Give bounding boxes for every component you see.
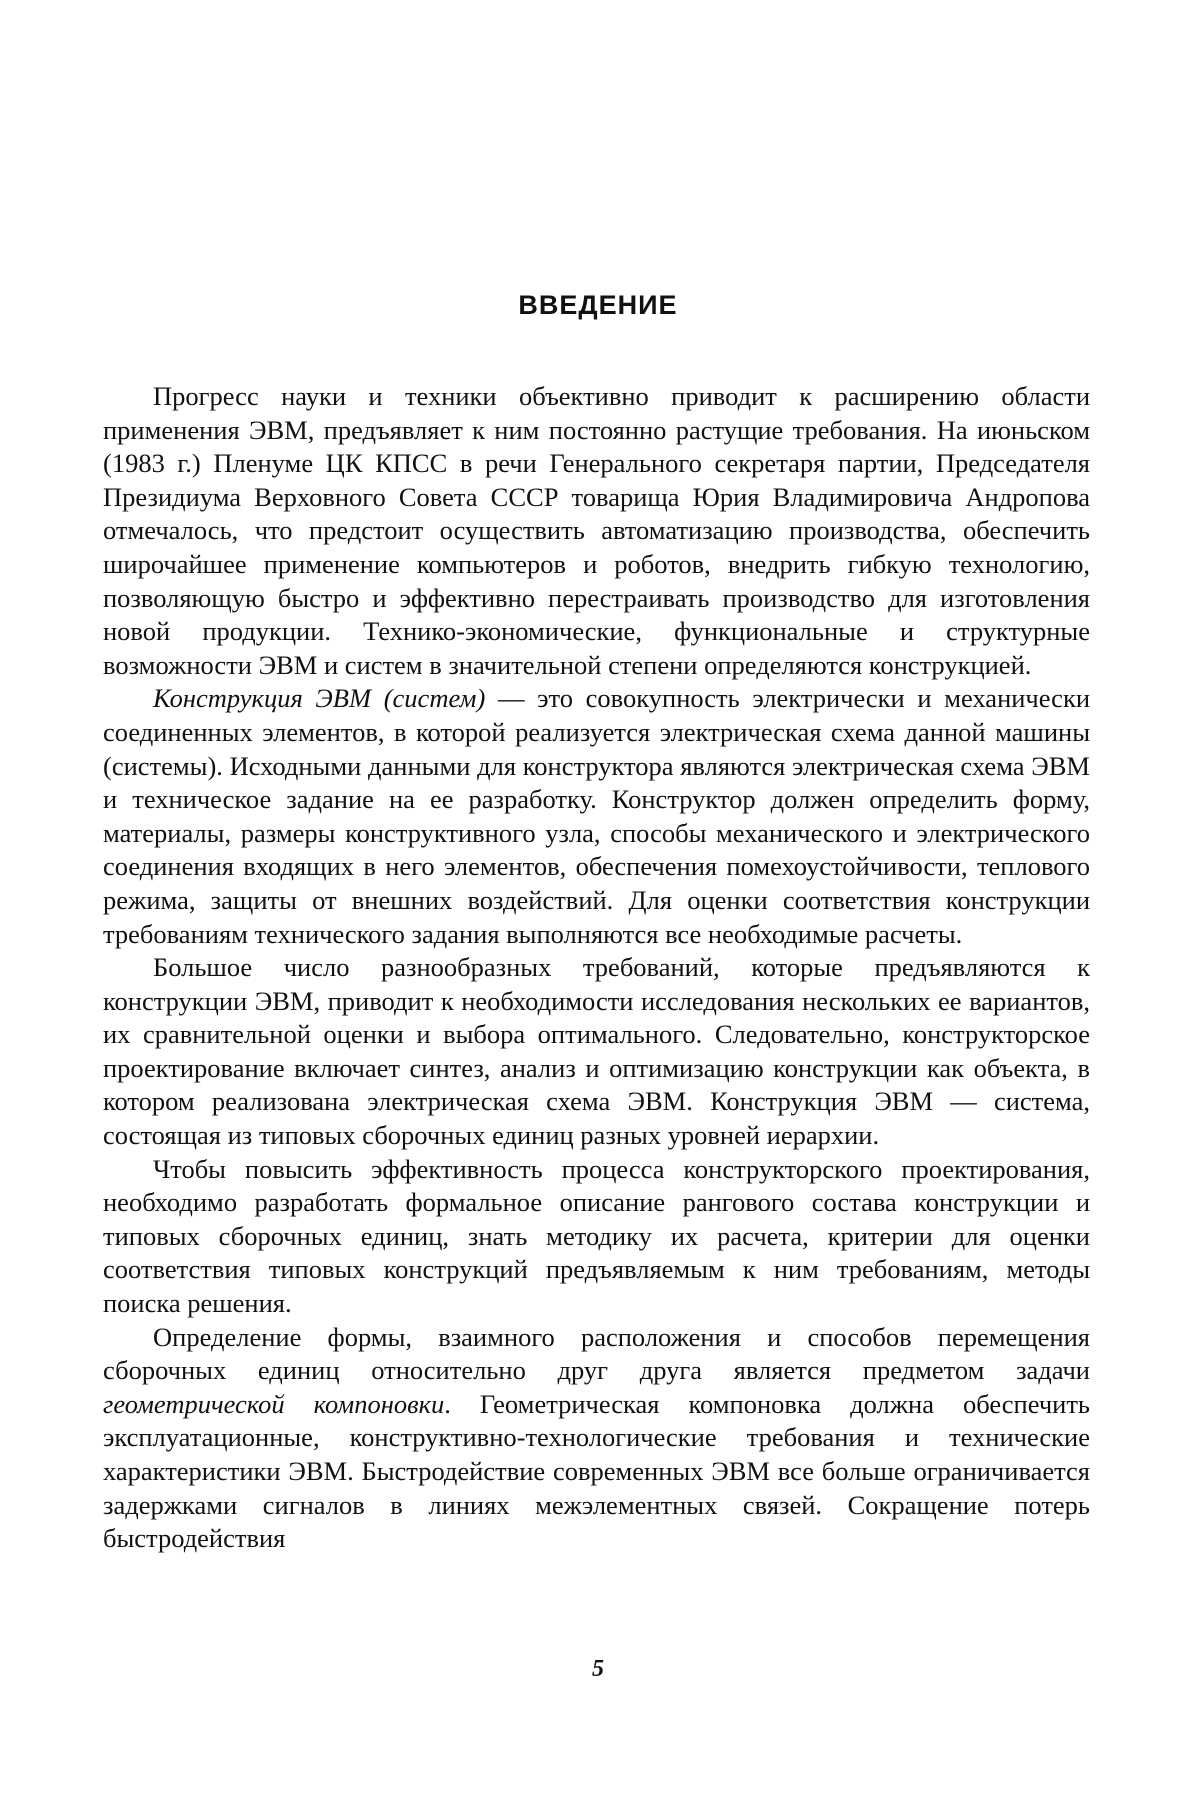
paragraph-3-text: Большое число разнообразных требований, которые предъявляются к конструкции ЭВМ, приводит к необходимости исследования нескольких ее вариантов, их сравнительной оценки и выбора оптимального. Следовательно, конструкторское проектирование включает синтез, анализ и оптимизацию конструкции как объекта, в котором реализована электрическая схема ЭВМ. Конструкция ЭВМ — система, состоящая из типовых сборочных единиц разных уровней иерархии. [103, 952, 1090, 1151]
section-heading: ВВЕДЕНИЕ [518, 290, 678, 320]
term-geometric-layout: геометрической компоновки [103, 1388, 445, 1419]
paragraph-2 [103, 682, 1090, 951]
paragraph-3 [103, 951, 1090, 1153]
paragraph-2-text: — это совокупность электрически и механически соединенных элементов, в которой реализуется электрическая схема данной машины (системы). Исходными данными для конструктора являются электрическая схема ЭВМ и техническое задание на ее разработку. Конструктор должен определить форму, материалы, размеры конструктивного узла, способы механического и электрического соединения входящих в него элементов, обеспечения помехоустойчивости, теплового режима, защиты от внешних воздействий. Для оценки соответствия конструкции требованиям технического задания выполняются все необходимые расчеты. [103, 683, 1090, 949]
page-number: 5 [592, 1656, 604, 1682]
paragraph-1-text: Прогресс науки и техники объективно приводит к расширению области применения ЭВМ, предъявляет к ним постоянно растущие требования. На июньском (1983 г.) Пленуме ЦК КПСС в речи Генерального секретаря партии, Председателя Президиума Верховного Совета СССР товарища Юрия Владимировича Андропова отмечалось, что предстоит осуществить автоматизацию производства, обеспечить широчайшее применение компьютеров и роботов, внедрить гибкую технологию, позволяющую быстро и эффективно перестраивать производство для изготовления новой продукции. Технико-экономические, функциональные и структурные возможности ЭВМ и систем в значительной степени определяются конструкцией. [103, 381, 1090, 680]
paragraph-1 [103, 380, 1090, 682]
term-construction-evm: Конструкция ЭВМ (систем) [153, 683, 486, 714]
paragraph-5-text-end: . Геометрическая компоновка должна обеспечить эксплуатационные, конструктивно-технологические требования и технические характеристики ЭВМ. Быстродействие современных ЭВМ все больше ограничивается задержками сигналов в линиях межэлементных связей. Сокращение потерь быстродействия [103, 1388, 1091, 1554]
paragraph-5 [103, 1321, 1090, 1556]
paragraph-4-text: Чтобы повысить эффективность процесса конструкторского проектирования, необходимо разработать формальное описание рангового состава конструкции и типовых сборочных единиц, знать методику их расчета, критерии для оценки соответствия типовых конструкций предъявляемым к ним требованиям, методы поиска решения. [103, 1153, 1090, 1319]
paragraph-5-text-start: Определение формы, взаимного расположения и способов перемещения сборочных единиц относительно друг друга является предметом задачи [103, 1321, 1090, 1386]
paragraph-4 [103, 1153, 1090, 1321]
body-text [103, 380, 1090, 1556]
